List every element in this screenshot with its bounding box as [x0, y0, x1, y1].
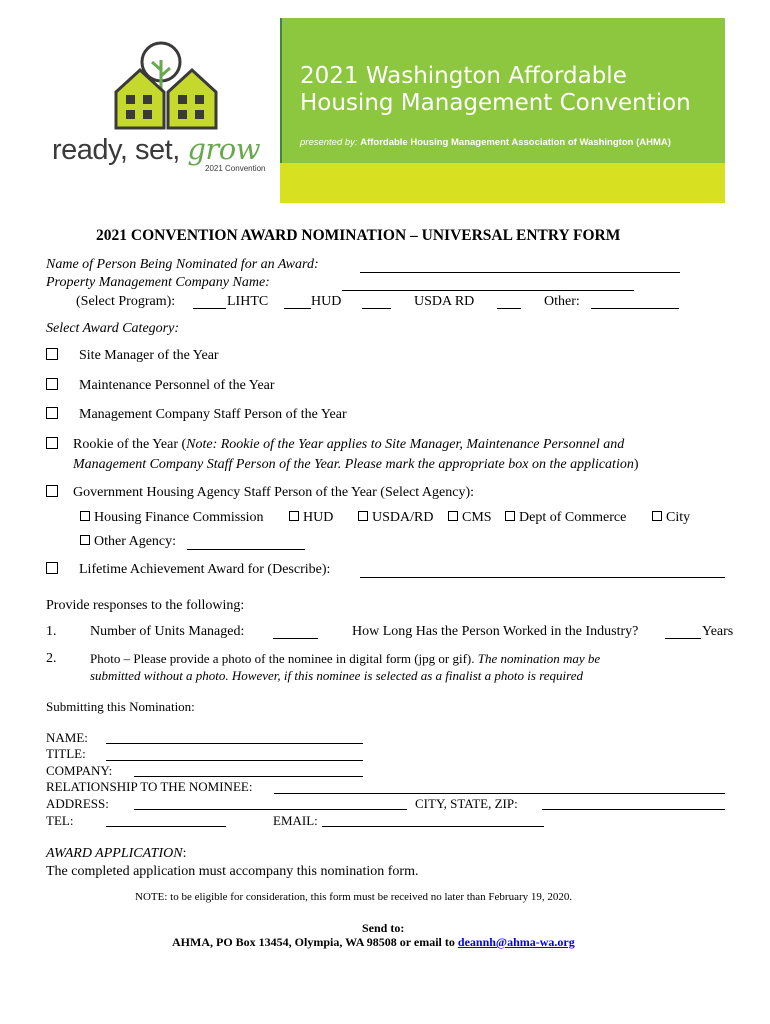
relationship-field[interactable] — [274, 793, 725, 794]
company-field[interactable] — [342, 290, 634, 291]
nominee-label: Name of Person Being Nominated for an Award: — [46, 257, 319, 272]
name-label: NAME: — [46, 730, 88, 745]
agency-cms-checkbox[interactable] — [448, 511, 458, 521]
send-to-label: Send to: — [362, 921, 405, 935]
logo-tagline-grow: grow — [187, 132, 261, 166]
agency-commerce-checkbox[interactable] — [505, 511, 515, 521]
presented-prefix: presented by: — [300, 137, 358, 148]
award-application-colon: : — [182, 846, 187, 861]
email-field[interactable] — [322, 826, 544, 827]
agency-hud — [289, 510, 333, 526]
rookie-checkbox[interactable] — [46, 437, 58, 449]
units-field[interactable] — [273, 638, 318, 639]
program-hud-label: HUD — [311, 294, 342, 309]
maintenance-label: Maintenance Personnel of the Year — [79, 378, 275, 393]
nominee-field[interactable] — [360, 272, 680, 273]
agency-hfc-label: Housing Finance Commission — [94, 510, 264, 525]
title-label: TITLE: — [46, 746, 86, 761]
program-usda-label: USDA RD — [414, 294, 475, 309]
send-to-address — [172, 935, 575, 950]
category-rookie — [46, 437, 62, 453]
program-label: (Select Program): — [76, 294, 176, 309]
logo-subtitle: 2021 Convention — [205, 164, 266, 173]
q1b-label: How Long Has the Person Worked in the Industry? — [352, 624, 639, 639]
q1b-unit: Years — [702, 624, 734, 639]
banner-title-line1: 2021 Washington Affordable — [300, 63, 627, 89]
program-usda-blank[interactable] — [362, 308, 391, 309]
banner-title — [300, 63, 691, 117]
tel-field[interactable] — [106, 826, 226, 827]
company-label: Property Management Company Name: — [46, 275, 270, 290]
q2-text: Photo – Please provide a photo of the nominee in digital form (jpg or gif). — [90, 651, 475, 666]
agency-city — [652, 510, 690, 526]
agency-cms — [448, 510, 492, 526]
email-label: EMAIL: — [273, 813, 318, 828]
agency-usda-checkbox[interactable] — [358, 511, 368, 521]
city-label: CITY, STATE, ZIP: — [415, 796, 518, 811]
address-label: ADDRESS: — [46, 796, 109, 811]
rookie-line1 — [73, 437, 624, 453]
rookie-prefix: Rookie of the Year ( — [73, 437, 187, 452]
agency-other-checkbox[interactable] — [80, 535, 90, 545]
category-government — [46, 485, 62, 501]
city-field[interactable] — [542, 809, 725, 810]
lifetime-label: Lifetime Achievement Award for (Describe): — [79, 562, 331, 577]
agency-hfc — [80, 510, 264, 526]
years-field[interactable] — [665, 638, 701, 639]
banner-presented — [300, 137, 671, 148]
agency-other-label: Other Agency: — [94, 534, 177, 549]
site-manager-checkbox[interactable] — [46, 348, 58, 360]
maintenance-checkbox[interactable] — [46, 378, 58, 390]
category-mgmt-staff — [46, 407, 62, 423]
government-label: Government Housing Agency Staff Person of the Year (Select Agency): — [73, 485, 474, 500]
mgmt-staff-checkbox[interactable] — [46, 407, 58, 419]
award-application-heading — [46, 846, 186, 862]
banner-bottom-band — [280, 163, 725, 203]
agency-city-label: City — [666, 510, 691, 525]
category-label: Select Award Category: — [46, 321, 179, 336]
agency-usda-label: USDA/RD — [372, 510, 434, 525]
email-link[interactable]: deannh@ahma-wa.org — [457, 935, 575, 949]
houses-tree-icon — [48, 40, 278, 130]
lifetime-checkbox[interactable] — [46, 562, 58, 574]
name-field[interactable] — [106, 743, 363, 744]
award-application-text: The completed application must accompany this nomination form. — [46, 864, 419, 879]
agency-city-checkbox[interactable] — [652, 511, 662, 521]
rookie-note-line2: Management Company Staff Person of the Year. Please mark the appropriate box on the application — [73, 457, 634, 472]
program-other-blank[interactable] — [497, 308, 521, 309]
category-lifetime — [46, 562, 62, 578]
deadline-note: NOTE: to be eligible for consideration, this form must be received no later than February 19, 2020. — [135, 891, 573, 903]
presented-org: Affordable Housing Management Association of Washington (AHMA) — [360, 137, 671, 148]
q1-number: 1. — [46, 624, 57, 639]
logo-tagline: ready, set, — [52, 134, 188, 166]
convention-logo — [48, 40, 278, 180]
banner-title-line2: Housing Management Convention — [300, 90, 691, 116]
company-submitter-field[interactable] — [134, 776, 363, 777]
category-site-manager — [46, 348, 62, 364]
q2-italic-line2: submitted without a photo. However, if this nominee is selected as a finalist a photo is required — [90, 668, 584, 683]
program-lihtc-label: LIHTC — [227, 294, 269, 309]
agency-hfc-checkbox[interactable] — [80, 511, 90, 521]
rookie-suffix: ) — [633, 457, 639, 472]
tel-label: TEL: — [46, 813, 74, 828]
title-field[interactable] — [106, 760, 363, 761]
rookie-line2 — [73, 457, 639, 473]
rookie-note-line1: Note: Rookie of the Year applies to Site Manager, Maintenance Personnel and — [186, 437, 625, 452]
q2-line1 — [90, 651, 600, 667]
program-lihtc-blank[interactable] — [193, 308, 226, 309]
agency-other — [80, 534, 176, 550]
category-maintenance — [46, 378, 62, 394]
form-title: 2021 CONVENTION AWARD NOMINATION – UNIVERSAL ENTRY FORM — [96, 227, 621, 244]
relationship-label: RELATIONSHIP TO THE NOMINEE: — [46, 779, 253, 794]
mgmt-staff-label: Management Company Staff Person of the Year — [79, 407, 347, 422]
agency-other-field[interactable] — [187, 549, 305, 550]
program-other-field[interactable] — [591, 308, 679, 309]
program-other-label: Other: — [544, 294, 580, 309]
address-field[interactable] — [134, 809, 407, 810]
q2-number: 2. — [46, 651, 57, 666]
responses-label: Provide responses to the following: — [46, 598, 245, 613]
mailing-address: AHMA, PO Box 13454, Olympia, WA 98508 or email to — [172, 935, 458, 949]
agency-hud-checkbox[interactable] — [289, 511, 299, 521]
lifetime-field[interactable] — [360, 577, 725, 578]
agency-hud-label: HUD — [303, 510, 334, 525]
site-manager-label: Site Manager of the Year — [79, 348, 219, 363]
q1-label: Number of Units Managed: — [90, 624, 245, 639]
agency-usda — [358, 510, 433, 526]
q2-italic-line1: The nomination may be — [477, 651, 601, 666]
agency-cms-label: CMS — [462, 510, 492, 525]
submitting-label: Submitting this Nomination: — [46, 699, 195, 714]
award-application-label: AWARD APPLICATION — [46, 846, 183, 861]
agency-commerce-label: Dept of Commerce — [519, 510, 627, 525]
company-field-label: COMPANY: — [46, 763, 113, 778]
program-hud-blank[interactable] — [284, 308, 311, 309]
agency-commerce — [505, 510, 626, 526]
government-checkbox[interactable] — [46, 485, 58, 497]
